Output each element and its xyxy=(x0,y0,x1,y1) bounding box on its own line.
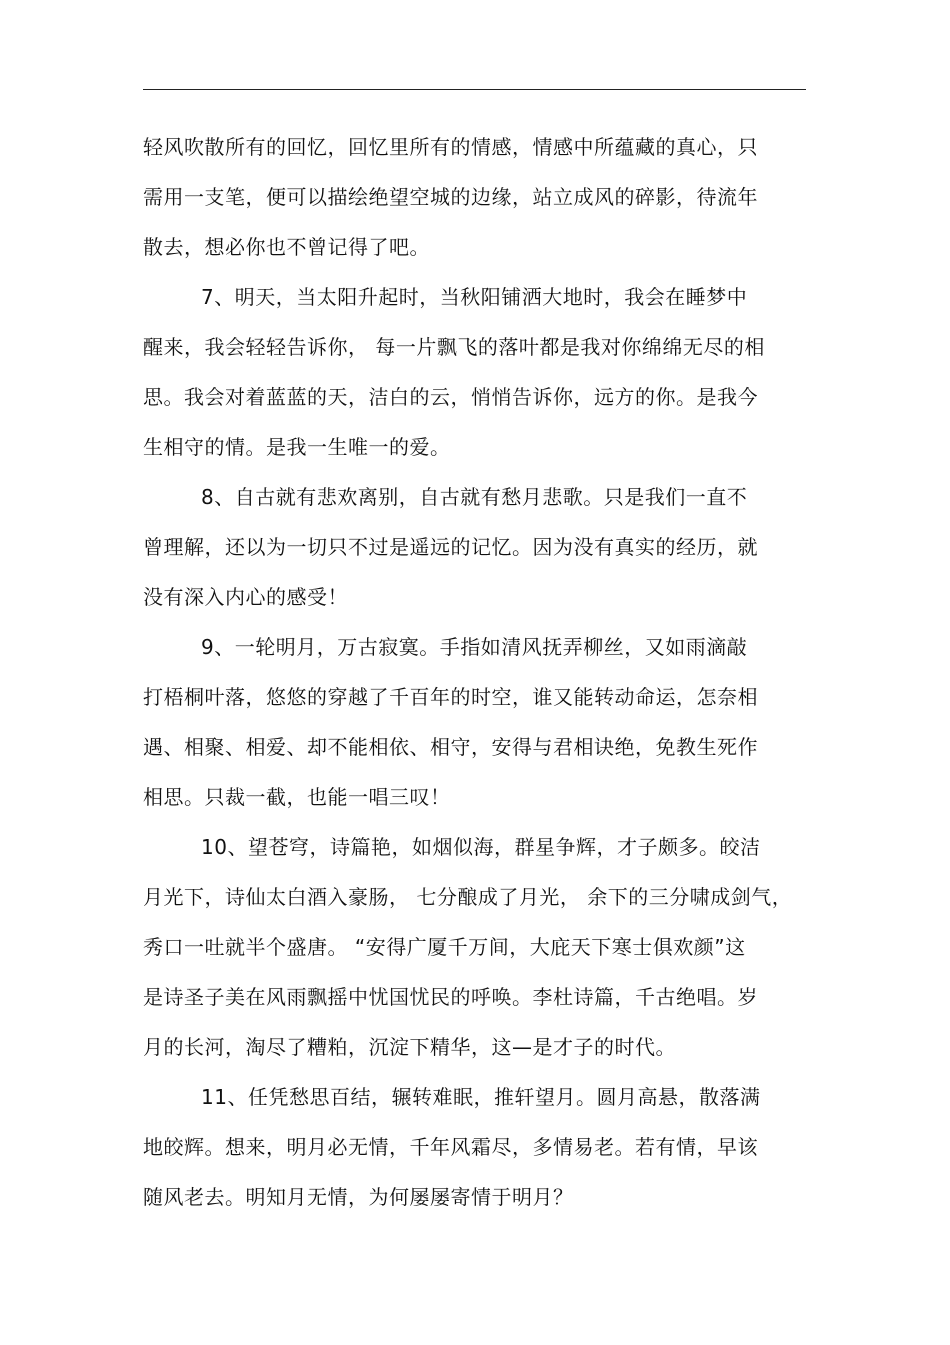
paragraph-start-line: 7、明天，当太阳升起时，当秋阳铺洒大地时，我会在睡梦中 xyxy=(201,285,748,309)
text-line: 散去，想必你也不曾记得了吧。 xyxy=(143,235,430,259)
text-line: 打梧桐叶落，悠悠的穿越了千百年的时空，谁又能转动命运，怎奈相 xyxy=(143,685,758,709)
paragraph-start-line: 10、望苍穹，诗篇艳，如烟似海，群星争辉，才子颇多。皎洁 xyxy=(201,835,761,859)
paragraph-start-line: 11、任凭愁思百结，辗转难眠，推轩望月。圆月高悬，散落满 xyxy=(201,1085,761,1109)
document-body xyxy=(143,122,808,1222)
text-line: 是诗圣子美在风雨飘摇中忧国忧民的呼唤。李杜诗篇，千古绝唱。岁 xyxy=(143,985,758,1009)
text-line: 思。我会对着蓝蓝的天，洁白的云，悄悄告诉你，远方的你。是我今 xyxy=(143,385,758,409)
text-line: 月光下，诗仙太白酒入豪肠， 七分酿成了月光， 余下的三分啸成剑气， xyxy=(143,885,793,909)
text-line: 生相守的情。是我一生唯一的爱。 xyxy=(143,435,451,459)
text-line: 没有深入内心的感受！ xyxy=(143,585,348,609)
text-line: 遇、相聚、相爱、却不能相依、相守，安得与君相诀绝，免教生死作 xyxy=(143,735,758,759)
text-line: 月的长河，淘尽了糟粕，沉淀下精华，这—是才子的时代。 xyxy=(143,1035,676,1059)
text-line: 曾理解，还以为一切只不过是遥远的记忆。因为没有真实的经历，就 xyxy=(143,535,758,559)
text-line: 地皎辉。想来，明月必无情，千年风霜尽，多情易老。若有情，早该 xyxy=(143,1135,758,1159)
text-line: 秀口一吐就半个盛唐。 “安得广厦千万间，大庇天下寒士俱欢颜”这 xyxy=(143,935,746,959)
text-line: 需用一支笔，便可以描绘绝望空城的边缘，站立成风的碎影，待流年 xyxy=(143,185,758,209)
text-line: 醒来，我会轻轻告诉你， 每一片飘飞的落叶都是我对你绵绵无尽的相 xyxy=(143,335,765,359)
paragraph-start-line: 9、一轮明月，万古寂寞。手指如清风抚弄柳丝，又如雨滴敲 xyxy=(201,635,748,659)
paragraph-start-line: 8、自古就有悲欢离别，自古就有愁月悲歌。只是我们一直不 xyxy=(201,485,748,509)
header-divider xyxy=(143,89,806,90)
text-line: 随风老去。明知月无情，为何屡屡寄情于明月？ xyxy=(143,1185,574,1209)
text-line: 相思。只裁一截，也能一唱三叹！ xyxy=(143,785,451,809)
text-line: 轻风吹散所有的回忆，回忆里所有的情感，情感中所蕴藏的真心，只 xyxy=(143,135,758,159)
